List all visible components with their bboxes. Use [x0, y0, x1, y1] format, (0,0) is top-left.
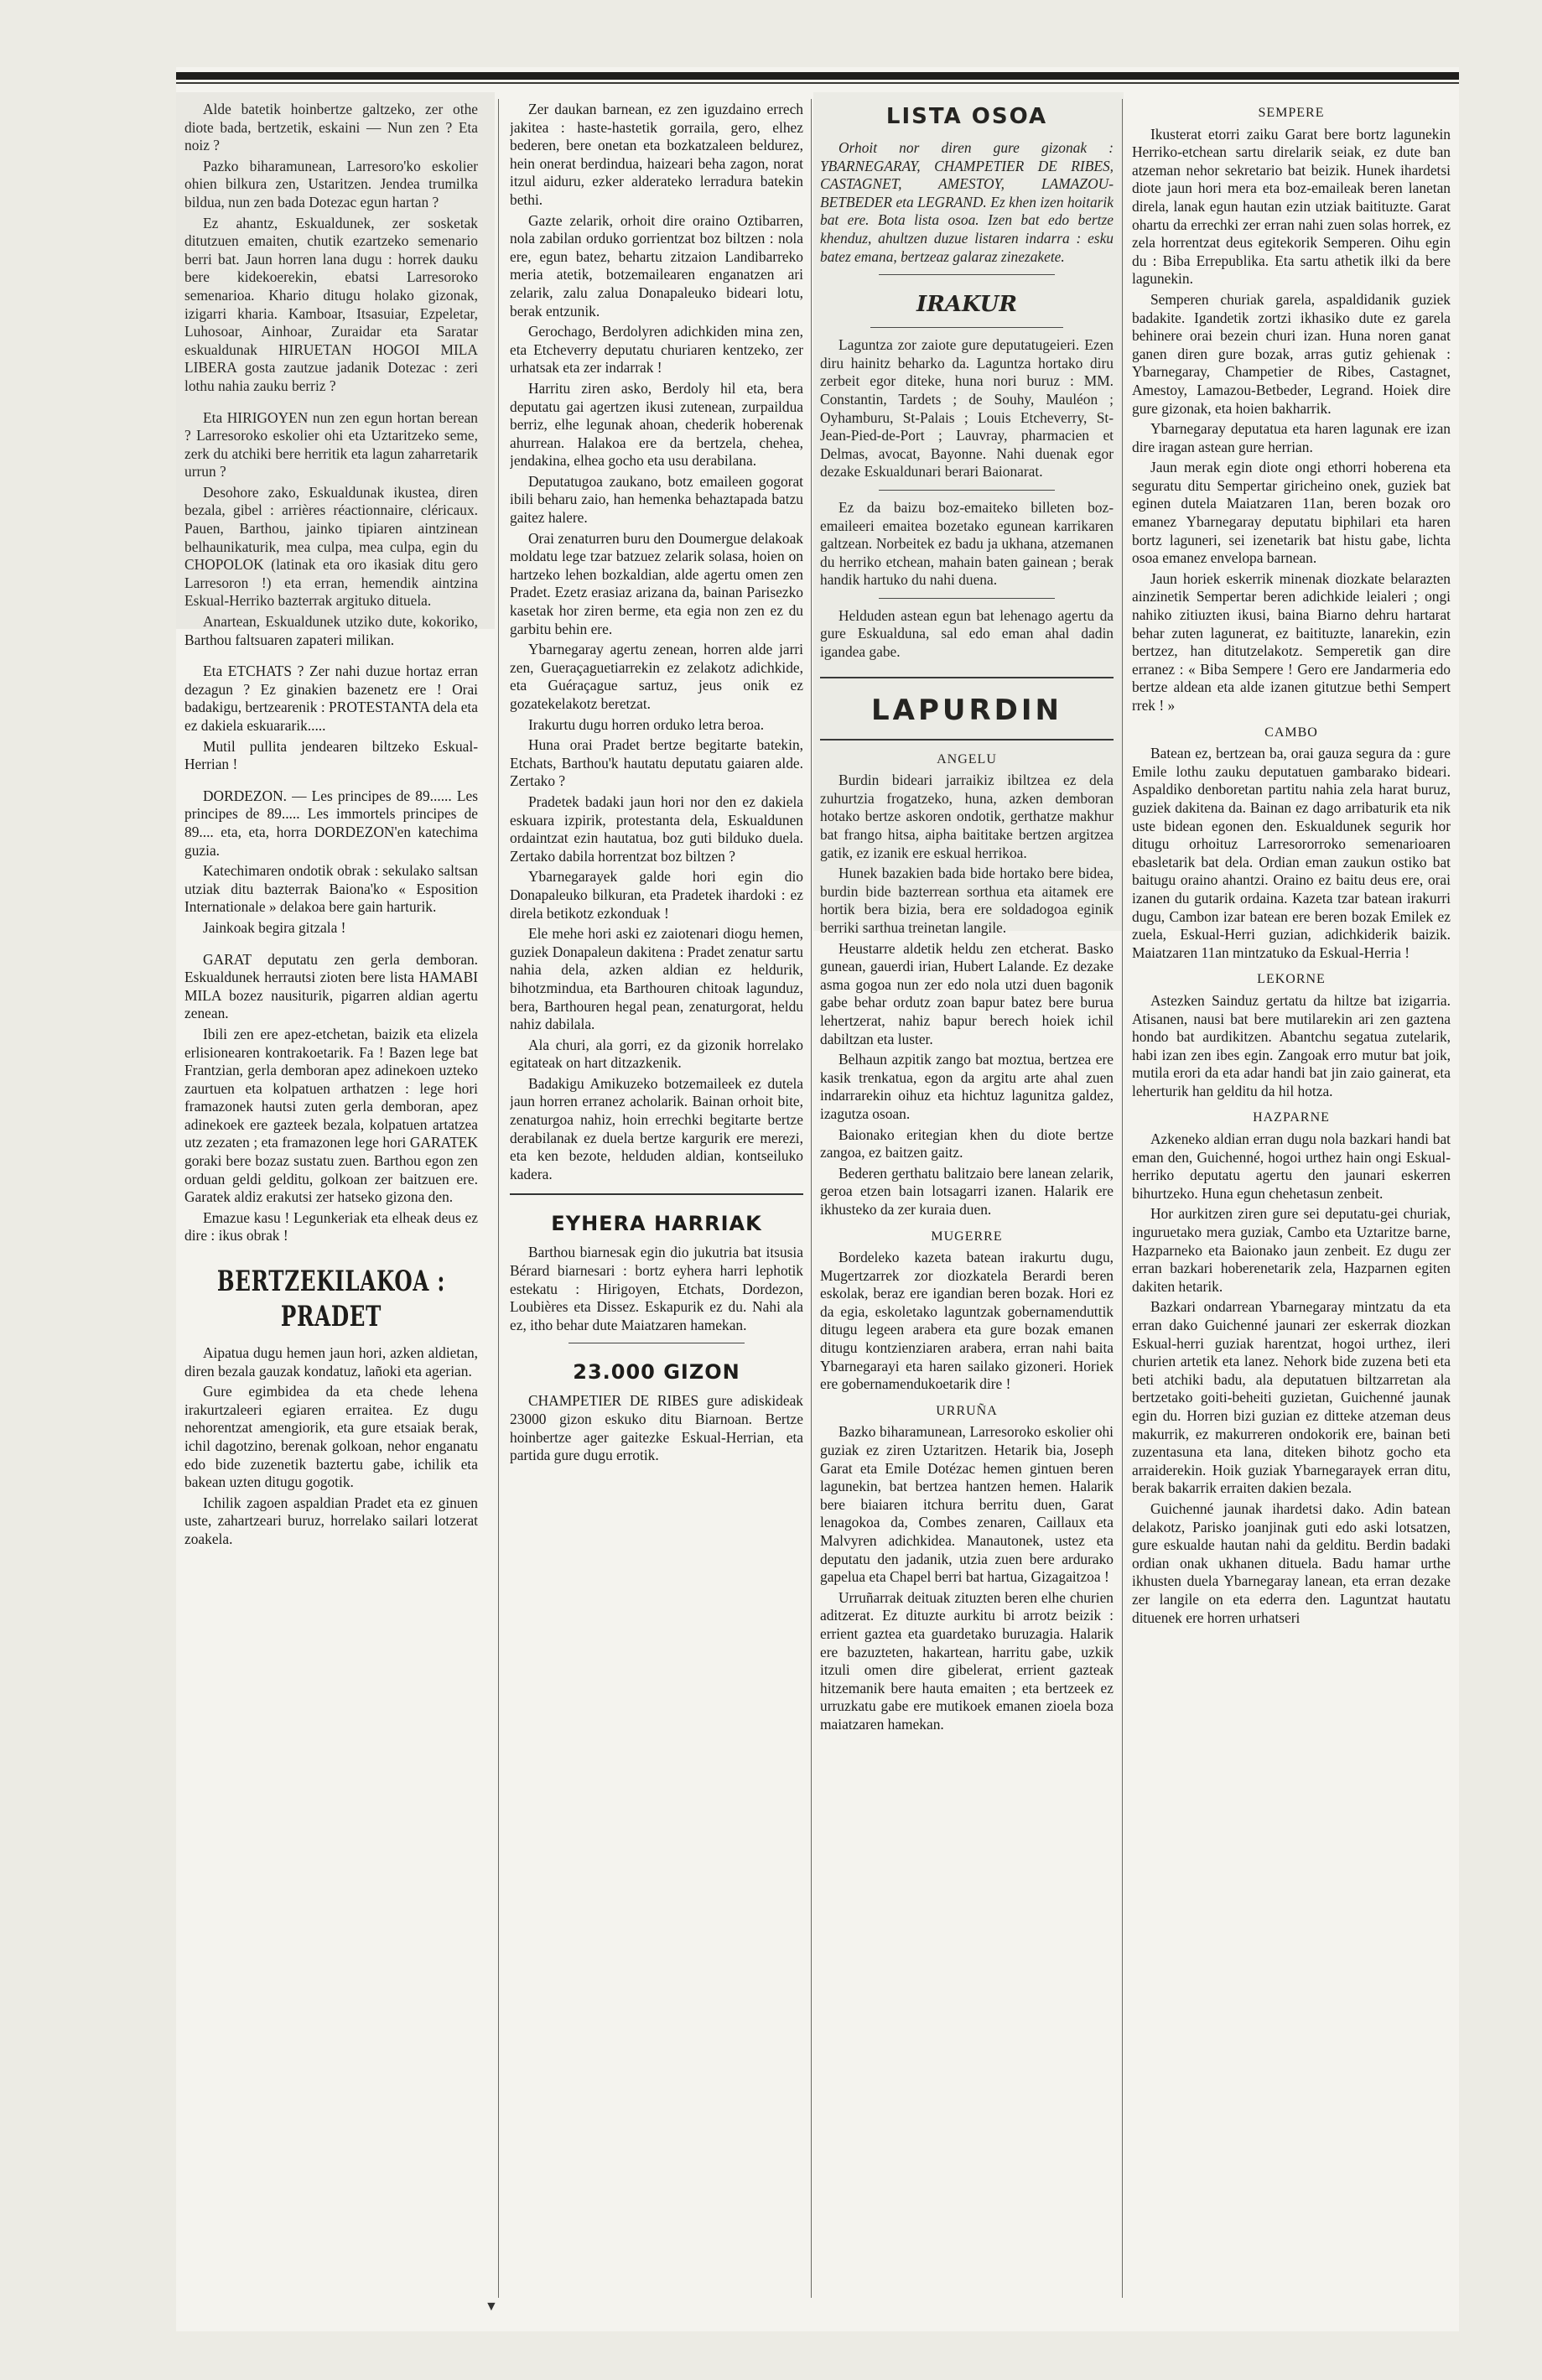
article-paragraph: Harritu ziren asko, Berdoly hil eta, bera deputatu gai agertzen ikusi zutenean, zurpaildua berriz, elhe legunak ahoan, chederik hoberenak ahurrean. Halakoa ere da bertzela, chehea, jendakina, elhea gocho eta usu derabilana. — [510, 379, 803, 470]
column-divider — [1122, 99, 1123, 2298]
article-paragraph: Hunek bazakien bada bide hortako bere bidea, burdin bide bazterrean sorthua eta aitamek ere hortik bera bizia, bera ere soldadogoa eginik berriki sarthua treinetan langile. — [820, 865, 1114, 936]
column-divider — [498, 99, 499, 2298]
article-paragraph: Irakurtu dugu horren orduko letra beroa. — [528, 715, 765, 733]
subhead-sempere: SEMPERE — [1258, 106, 1325, 120]
headline-irakur: IRAKUR — [916, 292, 1017, 318]
article-paragraph: Desohore zako, Eskualdunak ikustea, diren bezala, gibel : arrières réactionnaire, cléricaux. Pauen, Barthou, jainko tipiaren aintzinean belhaunikaturik, mea culpa, mea culpa, egin du CHOPOLOK (latinak eta oro ikasiak ditu gero Larresoron !) eta erran, hemendik aintzina Eskual-Herriko bazterrak argituko dituela. — [184, 483, 478, 610]
article-paragraph: Guichenné jaunak ihardetsi dako. Adin batean delakotz, Parisko joanjinak guti edo aski lotsatzen, gure eskualde hautan nahi da gelditu. Berdin badaki ordian onak ukhanen dituela. Badu hamar urthe ikhusten duela Ybarnegaray lanean, eta erran dezake zer langile on eta ederra den. Laguntzat hautatu dituenek ere horren urhatseri — [1132, 1499, 1451, 1626]
article-paragraph: Ez da baizu boz-emaiteko billeten boz-emaileeri emaitea bozetako egunean karrikaren galtzean. Norbeitek ez badu ja ukhana, atzemanen du herriko etchean, mahain baten gainean ; berak handik hartuko du nahi duena. — [820, 498, 1114, 589]
article-paragraph: Astezken Sainduz gertatu da hiltze bat izigarria. Atisanen, nausi bat bere mutilarekin ari zen gaztena hondo bat aurdikitzen. Abantchu segatua zutelarik, habi izan zen ibes egin. Zangoak erro mutur bat joik, mutila erori da eta adar handi bat jin zaio gainerat, eta leherturik han gelditu da hil hotza. — [1132, 991, 1451, 1099]
section-rule — [510, 1193, 803, 1195]
article-paragraph: Pazko biharamunean, Larresoro'ko eskolier ohien bilkura zen, Ustaritzen. Jendea trumilka bildua, nun zen bada Dotezac egun hartan ? — [184, 157, 478, 210]
subhead-angelu: ANGELU — [937, 751, 997, 766]
article-paragraph: Gure egimbidea da eta chede lehena irakurtzaleeri egiaren erraitea. Ez dugu nehorentzat amengiorik, eta gure etsaiak berak, ichil dagotzino, berenak golkoan, nehor enganatu edo bide zuzenetik baztertu gabe, ichilik eta bakean uzten ditugu gogotik. — [184, 1383, 478, 1491]
subhead-hazparne: HAZPARNE — [1253, 1110, 1330, 1125]
article-paragraph: Eta ETCHATS ? Zer nahi duzue hortaz erran dezagun ? Ez ginakien bazenetz ere ! Orai badakigu, bertzearenik : PROTESTANTA dela eta ez dakiela eskuararik..... — [184, 663, 478, 734]
article-paragraph: Baionako eritegian khen du diote bertze zangoa, ez baitzen gaitz. — [820, 1125, 1114, 1161]
article-paragraph: Ybarnegarayek galde hori egin dio Donapaleuko bilkuran, eta Pradetek ihardoki : ez direla betikotz ezkonduak ! — [510, 868, 803, 922]
lista-osoa-block — [820, 139, 1114, 266]
article-paragraph: Ybarnegaray agertu zenean, horren alde jarri zen, Gueraçaguetiarrekin ez zelakotz adichkide, eta Guéraçague sartuz, jeus onik ez gozatekelakotz beretzat. — [510, 641, 803, 712]
subhead-urruna: URRUÑA — [936, 1403, 998, 1418]
article-paragraph: Ichilik zagoen aspaldian Pradet eta ez ginuen uste, zahartzeari buruz, horrelako sailari lotzerat zoakela. — [184, 1494, 478, 1547]
article-paragraph: Hor aurkitzen ziren gure sei deputatu-gei churiak, inguruetako mera guziak, Cambo eta Uztaritze barne, Hazparneko eta Baionako jaun zenbeit. Ez dugu zer erran bazkari hoberenetarik zela, Hazparnen egiten dakiten hetarik. — [1132, 1205, 1451, 1295]
article-paragraph: Bazko biharamunean, Larresoroko eskolier ohi guziak ez ziren Uztaritzen. Hetarik bia, Joseph Garat eta Emile Dotézac hemen gintuen beren lagunekin, bat bertzea hantzen hemen. Halarik bere biaiaren itchura berritu duen, Garat lenagokoa da, Combes zenaren, Caillaux eta Malvyren adichkidea. Manautonek, ustez eta deputatu den jadanik, utzia zuen bere ardurako gapelua eta Chapel berri bat hartua, Gizagaitzoa ! — [820, 1423, 1114, 1586]
article-paragraph: Ez ahantz, Eskualdunek, zer sosketak ditutzuen emaiten, chutik ezartzeko semenario berri bat. Jaun horren lana dugu : horrek dauku bere kidekoerekin, ebatsi Larresoroko semenarioa. Khario ditugu holako gizonak, izigarri kharia. Kamboar, Itsasuiar, Ezpeletar, Luhosoar, Ainhoar, Zuraidar eta Saratar eskualdunak HIRUETAN HOGOI MILA LIBERA gosta zautzue jadanik Dotezac : zeri lothu nahia zauku berriz ? — [184, 214, 478, 394]
article-paragraph: Aipatua dugu hemen jaun hori, azken aldietan, diren bezala gauzak kondatuz, lañoki eta agerian. — [184, 1344, 478, 1380]
article-paragraph: Pradetek badaki jaun hori nor den ez dakiela eskuara izpirik, protestanta dela, Eskualdunen ordaintzat ezin hautatua, boz guti bilduko duela. Zertako dabila horrentzat boz biltzen ? — [510, 792, 803, 865]
article-paragraph: Katechimaren ondotik obrak : sekulako saltsan utziak ditu bazterrak Baiona'ko « Esposition Internationale » delakoa bere gain harturik. — [184, 862, 478, 916]
headline-lapurdin: LAPURDIN — [870, 693, 1062, 727]
section-rule — [879, 598, 1055, 599]
column-2 — [510, 101, 803, 1468]
column-1 — [184, 101, 478, 1551]
article-paragraph: Zer daukan barnean, ez zen iguzdaino errech jakitea : haste-hastetik gorraila, gero, elhez bederen, bere onetan eta bozkatzaleen beldurez, hein onerat berdindua, haizeari beha zagon, norat itzul aiduru, ezker alderateko lerradura batekin bethi. — [510, 101, 803, 208]
down-arrow-icon: ▼ — [485, 2299, 498, 2314]
article-paragraph: Semperen churiak garela, aspaldidanik guziek badakite. Igandetik zortzi ikhasiko dute ez garela behinere orai bezein churi izan. Huna noren ganat ganen diren gure bozak, arras gutiz gehienak : Ybarnegaray, Champetier de Ribes, Castagnet, Amestoy, Lamazou-Betbeder, Legrand. Hoiek dire gure gizonak, eta hoien bakharrik. — [1132, 290, 1451, 417]
article-paragraph: Burdin bideari jarraikiz ibiltzea ez dela zuhurtzia frogatzeko, huna, azken demboran hotako bertze askoren ondotik, gerthatze makhur bat frango hitsa, aipha baititake bertzen argitzea gatik, ez izanik ere eskual herrikoa. — [820, 772, 1114, 861]
article-paragraph: Huna orai Pradet bertze begitarte batekin, Etchats, Barthou'k hautatu deputatu gaiaren alde. Zertako ? — [510, 736, 803, 790]
article-paragraph: Bederen gerthatu balitzaio bere lanean zelarik, geroa etzen bain lotsagarri izanen. Halarik ere ikhusteko da zer kuraia duen. — [820, 1164, 1114, 1218]
headline-eyhera-harriak: EYHERA HARRIAK — [551, 1212, 762, 1236]
article-paragraph: GARAT deputatu zen gerla demboran. Eskualdunek herrautsi zioten bere lista HAMABI MILA bozez nausiturik, pigarren aldian agertu zenean. — [184, 950, 478, 1022]
article-paragraph: Jainkoak begira gitzala ! — [203, 918, 346, 936]
headline-lista-osoa: LISTA OSOA — [885, 104, 1048, 129]
article-paragraph: Deputatugoa zaukano, botz emaileen gogorat ibili beharu zaio, han hemenka behaztapada batzu gaitez halere. — [510, 472, 803, 527]
section-rule — [820, 739, 1114, 741]
article-paragraph: Orhoit nor diren gure gizonak : YBARNEGARAY, CHAMPETIER DE RIBES, CASTAGNET, AMESTOY, LAMAZOU-BETBEDER eta LEGRAND. Ez khen izen hoitarik bat ere. Bota lista osoa. Izen bat edo bertze khenduz, ahultzen duzue listaren indarra : esku batez emana, bertzeaz galaraz zinezakete. — [820, 139, 1114, 265]
column-4 — [1132, 101, 1451, 1629]
newspaper-page — [176, 67, 1459, 2331]
article-paragraph: Barthou biarnesak egin dio jukutria bat itsusia Bérard biarnesari : bortz eyhera harri lephotik estekatu : Hirigoyen, Etchats, Dordezon, Loubières eta Dissez. Eskapurik ez du. Nahi ala ez, itho behar dute Maiatzaren hamekan. — [510, 1244, 803, 1333]
article-paragraph: Ikusterat etorri zaiku Garat bere bortz lagunekin Herriko-etchean sartu direlarik seiak, ez dute ban atzeman nehor sekretario bat beizik. Hunek ihardetsi diote jaun hori mera eta boz-emaileak beren lanetan direla, lanak egun hautan ezin utziak baitituzte. Garat ohartu da errechki zer erran nahi zuen solas horrek, ez zela horrentzat deus egitekorik Semperen. Oihu egin du : Biba Errepublika. Eta sartu athetik ilki da bere lagunekin. — [1132, 125, 1451, 288]
subhead-cambo: CAMBO — [1264, 725, 1318, 740]
article-paragraph: Gerochago, Berdolyren adichkiden mina zen, eta Etcheverry deputatu churiaren kentzeko, zer urhatsak eta zer indarrak ! — [510, 323, 803, 377]
article-paragraph: Emazue kasu ! Legunkeriak eta elheak deus ez dire : ikus obrak ! — [184, 1208, 478, 1245]
article-paragraph: Heustarre aldetik heldu zen etcherat. Basko gunean, gauerdi irian, Hubert Lalande. Ez dezake asma gogoa nun zer edo nola utzi duen bagonik gabe behar ordutz zoan bapur batez bere burua lehertzerat, nahiz bapur berech hoiek ichil dabiltzan eta luster. — [820, 939, 1114, 1047]
article-paragraph: DORDEZON. — Les principes de 89...... Les principes de 89..... Les immortels principes de 89.... eta, eta, horra DORDEZON'en katechima guzia. — [184, 787, 478, 859]
section-rule — [879, 490, 1055, 491]
article-paragraph: Jaun merak egin diote ongi ethorri hoberena eta seguratu ditu Sempertar giricheino onek, guziek bat eginen dutela Maiatzaren 11an, beren bozak oro emanez Ybarnegaray deputatu biphilari eta haren bortz laguneri, sei izenetarik bat histu gabe, lichta osoa emanez envelopa barnean. — [1132, 459, 1451, 567]
article-paragraph: Mutil pullita jendearen biltzeko Eskual-Herrian ! — [184, 737, 478, 773]
article-paragraph: Badakigu Amikuzeko botzemaileek ez dutela jaun horren erranez acholarik. Bainan orhoit bite, zenaturgoa nahiz, hoin errechki begitarte bertze derabilanak ez duela bertze kargurik ere merezi, eta ken bezote, helduden aldian, kontseiluko kadera. — [510, 1074, 803, 1182]
top-thick-rule — [176, 72, 1459, 80]
column-3 — [820, 101, 1114, 1737]
article-paragraph: Azkeneko aldian erran dugu nola bazkari handi bat eman den, Guichenné, hogoi urthez hain ongi Eskual-herriko deputatu agertu den jaunari eskerren bihurtzeko. Huna egun chehetasun zenbeit. — [1132, 1130, 1451, 1202]
article-paragraph: Ybarnegaray deputatua eta haren lagunak ere izan dire iragan astean gure herrian. — [1132, 420, 1451, 455]
headline-23000-gizon: 23.000 GIZON — [573, 1360, 740, 1385]
headline-pradet: BERTZEKILAKOA : PRADET — [216, 1265, 446, 1334]
article-paragraph: Ele mehe hori aski ez zaiotenari diogu hemen, guziek Donapaleun dakitena : Pradet zenatur sartu nahia dela, azken aldian ez heldurik, bihotzmindua, eta Barthouren chitoak lagunduz, bera, Barthouren hegal pean, zenaturgorat, heldu nahiz dabilala. — [510, 925, 803, 1033]
article-paragraph: Laguntza zor zaiote gure deputatugeieri. Ezen diru hainitz beharko da. Laguntza hortako diru zerbeit egor diteke, huna nori buruz : MM. Constantin, Tardets ; de Souhy, Mauléon ; Oyhamburu, St-Palais ; Louis Etcheverry, St-Jean-Pied-de-Port ; Lauvray, pharmacien et Delmas, avocat, Bayonne. Nahi duenak egor dezake Eskualdunari berari Baionarat. — [820, 336, 1114, 481]
subhead-lekorne: LEKORNE — [1257, 972, 1326, 987]
subhead-mugerre: MUGERRE — [931, 1229, 1003, 1244]
article-paragraph: Belhaun azpitik zango bat moztua, bertzea ere kasik trenkatua, egon da argitu arte ahal zuen indarrarekin oihuz eta hichtuz lagunitza galdez, izagutza osoan. — [820, 1051, 1114, 1122]
article-paragraph: Alde batetik hoinbertze galtzeko, zer othe diote bada, bertzetik, eskaini — Nun zen ? Eta noiz ? — [184, 101, 478, 154]
article-paragraph: Helduden astean egun bat lehenago agertu da gure Eskualduna, sal edo eman ahal dadin igandea gabe. — [820, 606, 1114, 661]
section-rule — [820, 677, 1114, 678]
article-paragraph: Bazkari ondarrean Ybarnegaray mintzatu da eta erran dako Guichenné jaunari zer eskerrak diozkan Eskual-herri guziak harentzat, hogoi urthez, ileri churien artetik eta lanez. Nehork bide zuzena beti eta beti atchiki badu, ala deputatuen biltzarretan ala bertzetako goiti-beheiti guzietan, Guichenné jaunak egin du. Horren bizi guzian ez ditteke atzeman deus makurrik, ez makurreren ondokorik ere, bainan beti zuzentasuna eta lana, diteken bihotz gocho eta arraiderekin. Hoik guziak Ybarnegarayek erran ditu, berak bakarrik erraiten dakien bezala. — [1132, 1298, 1451, 1497]
section-rule — [879, 274, 1055, 275]
article-paragraph: Ala churi, ala gorri, ez da gizonik horrelako egitateak on hart ditzazkenik. — [510, 1036, 803, 1072]
article-paragraph: Urruñarrak deituak zituzten beren elhe churien aditzerat. Ez dituzte aurkitu bi arrotz beizik : errient gaztea eta guardetako buruzagia. Halarik ere bazuzteten, hakartean, harritu gabe, uzkik itzuli omen dire gibelerat, errient gazteak hitzemanik bere hauta emaiten ; eta bertzeek ez urruzkatu gabe ere mutikoek emanen zioela boza maiatzaren hamekan. — [820, 1588, 1114, 1733]
article-paragraph: Ibili zen ere apez-etchetan, baizik eta elizela erlisionearen kontrakoetarik. Fa ! Bazen lege bat Frantzian, gerla demboran apez adinekoen uzteko zaurtuen eta kolpatuen arthatzen : lege hori framazonek hautsi zuten gerla demboran, apez adinekoek ere gazteek bezala, kolpatuen artatzea utz zezaten ; eta framazonen lege hori GARATEK goraki bere bozaz sustatu zuen. Barthou egon zen orduan geldi gelditu, golkoan zer baitzuen ere. Garatek aldiz erakutsi zer hatseko gizona den. — [184, 1025, 478, 1206]
article-paragraph: Batean ez, bertzean ba, orai gauza segura da : gure Emile lothu zauku deputatuen gambarako bideari. Aspaldiko denboretan partitu nahia zela harat buruz, guziek dakitena da. Bainan ez dago arribaturik eta nik uste bidean egonen den. Eskualdunek segurik hor ditugu orhoituz Larresororroko semenarioaren ebasletarik bat dela. Ordian eman zaukun ostiko bat baitugu oraino ahantzi. Oraino ez baitu deus ere, orai izanen du gutarik ordaina. Kazeta tzar batean irakurri dugu, Cambon izar batean ere beren bozak Emilek ez zuela, Eskual-Herri guzian, adichkiderik baizik. Maiatzaren 11an mintzatuko da Eskual-Herria ! — [1132, 745, 1451, 961]
section-rule — [870, 327, 1063, 328]
column-divider — [811, 99, 812, 2298]
article-paragraph: CHAMPETIER DE RIBES gure adiskideak 23000 gizon eskuko ditu Biarnoan. Bertze hoinbertze ager gaitezke Eskual-Herrian, eta partida gure dugu errotik. — [510, 1392, 803, 1464]
top-thin-rule — [176, 82, 1459, 84]
article-paragraph: Anartean, Eskualdunek utziko dute, kokoriko, Barthou faltsuaren zapateri milikan. — [184, 613, 478, 648]
article-paragraph: Gazte zelarik, orhoit dire oraino Oztibarren, nola zabilan orduko gorrientzat boz biltzen : nola ere, egun batez, behartu zitzaion Landibarreko meria atetik, botzemailearen enganatzen ari zelarik, zalu zalua Donapaleuko bideari lotu, berak entzunik. — [510, 211, 803, 320]
article-paragraph: Eta HIRIGOYEN nun zen egun hortan berean ? Larresoroko eskolier ohi eta Uztaritzeko seme, zerk du atchiki bere herritik eta lagun zaharretarik urrun ? — [184, 408, 478, 481]
article-paragraph: Jaun horiek eskerrik minenak diozkate belarazten ainzinetik Sempertar beren adichkide leialeri ; ongi nahiko zitiuzten ikusi, baina Biarno dehru hartarat behar zuten lagunerat, ez baitituzte, lanarekin, ezin bertzez, han ditutzelakotz. Semperetik gan dire erranez : « Biba Sempere ! Gero ere Jandarmeria edo bertze aldean eta alde izanen gitutzue bethi Sempert rrek ! » — [1132, 569, 1451, 714]
article-paragraph: Bordeleko kazeta batean irakurtu dugu, Mugertzarrek zor diozkatela Berardi beren eskolak, beraz ere igandian beren bozak. Hori ez da egia, eskoletako laguntzak gobernamenduttik ditugu legeen arabera eta gure bozak emanen ditugu kontzienziaren arabera, erran nahi baita Ybarnegarayi eta haren sailako gizoneri. Horiek ere gobernamendukoetarik dire ! — [820, 1249, 1114, 1393]
article-paragraph: Orai zenaturren buru den Doumergue delakoak moldatu lege tzar batzuez zelarik solasa, hoien on hartzeko lehen bozkaldian, alde agertu omen zen Pradet. Ezetz erasiaz arizana da, bainan Parisezko kasetak hor ziren berme, eta egia non zen ez du garbitu behin ere. — [510, 529, 803, 637]
